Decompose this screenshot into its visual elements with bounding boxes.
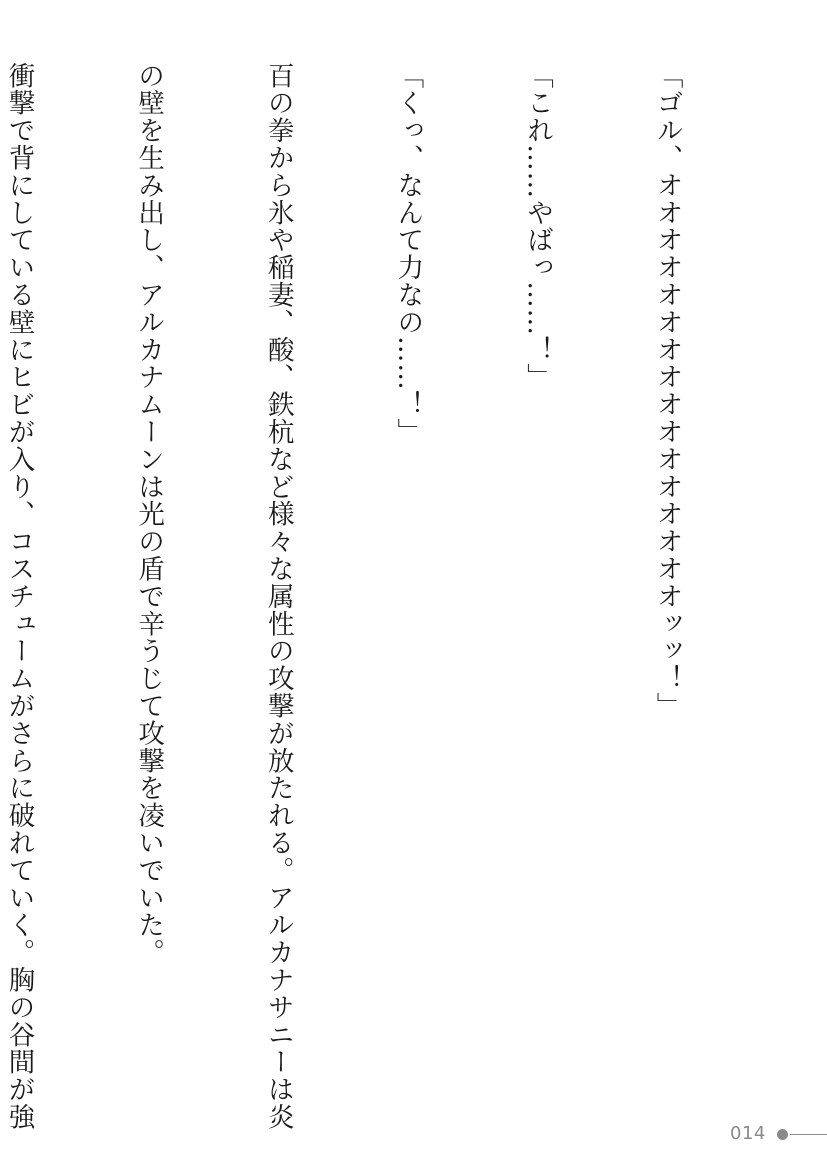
text-line-2: 「これ……やばっ……！」: [521, 62, 553, 391]
text-line-1: 「ゴル、オオオオオオオオオオオオオオオオッッ！」: [651, 62, 683, 720]
vertical-text-body: [0, 62, 775, 1131]
text-line-5: の壁を生み出し、アルカナムーンは光の盾で辛うじて攻撃を凌いでいた。: [133, 62, 165, 967]
footer-rule: [790, 1134, 827, 1135]
text-line-4: 百の拳から氷や稲妻、酸、鉄杭など様々な属性の攻撃が放たれる。アルカナサニーは炎: [262, 62, 294, 1131]
page-footer: [730, 1122, 827, 1146]
footer-dot-icon: [777, 1129, 788, 1140]
page-number: 014: [730, 1123, 766, 1144]
text-line-3: 「くっ、なんて力なの……！」: [392, 62, 424, 446]
text-line-6: 衝撃で背にしている壁にヒビが入り、コスチュームがさらに破れていく。胸の谷間が強: [3, 62, 35, 1131]
